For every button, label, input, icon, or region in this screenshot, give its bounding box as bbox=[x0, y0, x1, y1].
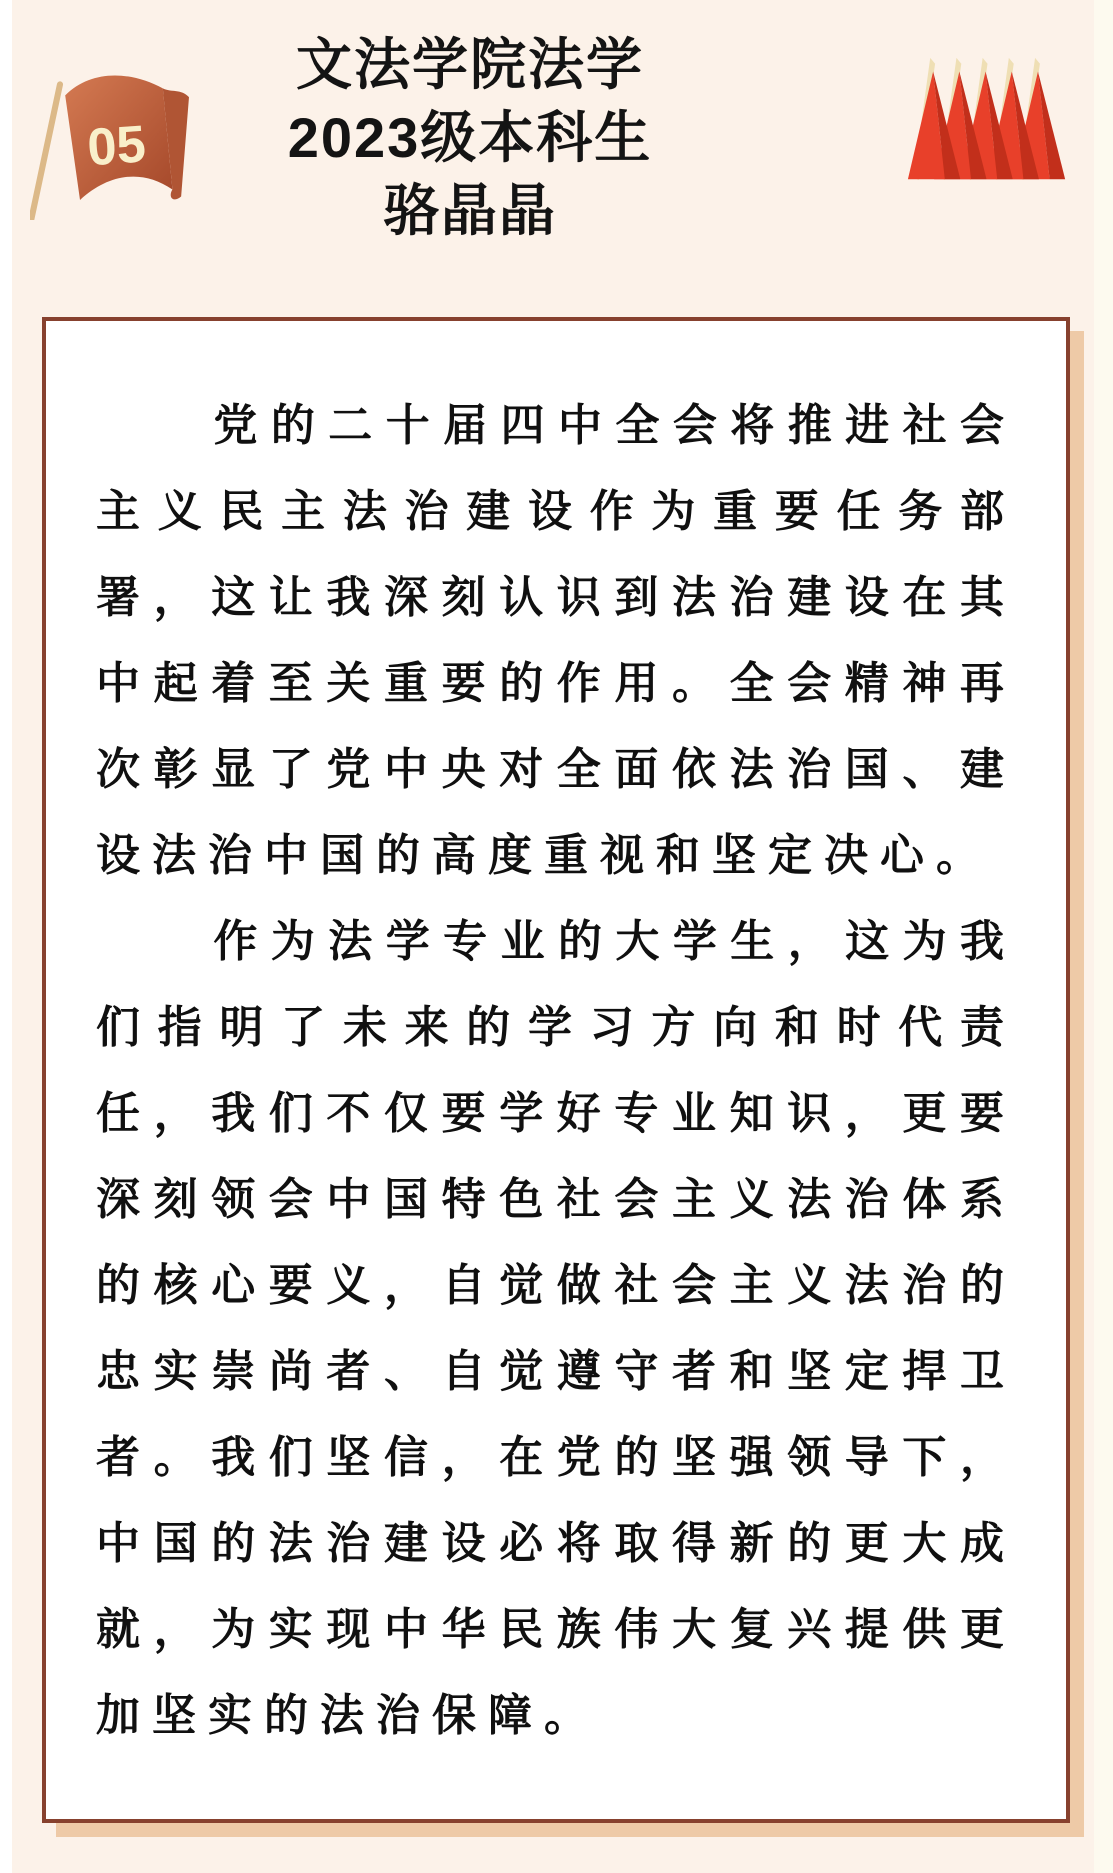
body-text-line: 设法治中国的高度重视和坚定决心。 bbox=[96, 831, 992, 880]
body-text-line: 们指明了未来的学习方向和时代责 bbox=[96, 1003, 1016, 1052]
page-title bbox=[170, 28, 770, 247]
body-text-line: 任，我们不仅要学好专业知识，更要 bbox=[96, 1089, 1016, 1138]
title-line-1: 文法学院法学 bbox=[296, 33, 644, 96]
body-text-line: 中国的法治建设必将取得新的更大成 bbox=[96, 1519, 1016, 1568]
body-text-line: 深刻领会中国特色社会主义法治体系 bbox=[96, 1175, 1016, 1224]
title-line-2: 2023级本科生 bbox=[287, 106, 653, 169]
body-text-line: 作为法学专业的大学生，这为我 bbox=[212, 917, 1016, 966]
body-text-line: 就，为实现中华民族伟大复兴提供更 bbox=[96, 1605, 1016, 1654]
flag-pole bbox=[30, 81, 64, 220]
body-text-line: 署，这让我深刻认识到法治建设在其 bbox=[96, 573, 1016, 622]
red-pennant-flags-icon bbox=[905, 55, 1070, 185]
body-text-line: 的核心要义，自觉做社会主义法治的 bbox=[96, 1261, 1016, 1310]
body-text-line: 忠实崇尚者、自觉遵守者和坚定捍卫 bbox=[96, 1347, 1016, 1396]
right-edge-strip bbox=[1094, 0, 1113, 1873]
body-text-line: 党的二十届四中全会将推进社会 bbox=[212, 401, 1016, 450]
body-text-line: 加坚实的法治保障。 bbox=[96, 1691, 600, 1740]
badge-number: 05 bbox=[85, 115, 148, 178]
body-text-line: 主义民主法治建设作为重要任务部 bbox=[96, 487, 1016, 536]
body-text-line: 次彰显了党中央对全面依法治国、建 bbox=[96, 745, 1016, 794]
body-text-line: 者。我们坚信，在党的坚强领导下， bbox=[96, 1433, 1016, 1482]
left-edge-strip bbox=[0, 0, 12, 1873]
title-line-3: 骆晶晶 bbox=[383, 179, 557, 242]
article-text-box bbox=[42, 317, 1070, 1823]
body-text-line: 中起着至关重要的作用。全会精神再 bbox=[96, 659, 1016, 708]
